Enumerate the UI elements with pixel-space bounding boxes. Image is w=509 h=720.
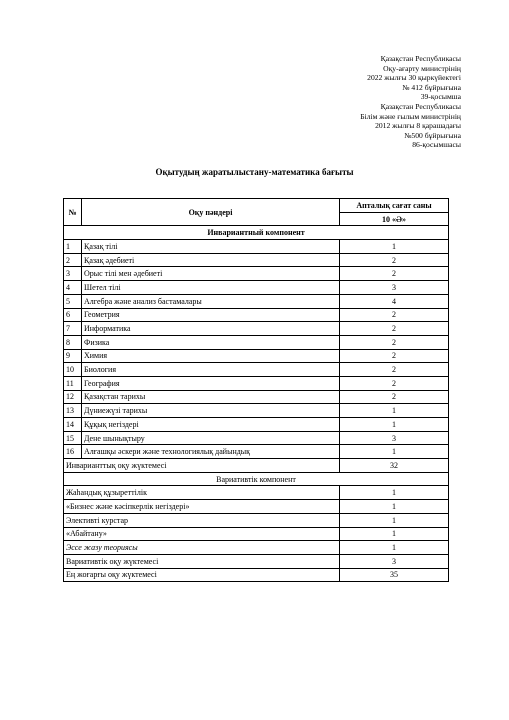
subject-hours: 2 [340, 335, 449, 349]
column-header-number: № [64, 199, 82, 226]
max-total-row [64, 568, 449, 582]
subject-hours: 2 [340, 322, 449, 336]
subject-hours: 1 [340, 418, 449, 432]
subject-hours: 2 [340, 308, 449, 322]
subject-name: Шетел тілі [82, 281, 340, 295]
subject-name: Қазақ әдебиеті [82, 253, 340, 267]
invariant-total-row [64, 459, 449, 473]
subject-name: Орыс тілі мен әдебиеті [82, 267, 340, 281]
table-row [64, 500, 449, 514]
essay-theory-label: Эссе жазу теориясы [64, 541, 340, 555]
row-number: 5 [64, 294, 82, 308]
row-number: 14 [64, 418, 82, 432]
header-line: № 412 бұйрығына [402, 82, 461, 92]
subject-hours: 2 [340, 349, 449, 363]
column-header-weekly-hours: Апталық сағат саны [340, 199, 449, 213]
row-number: 8 [64, 335, 82, 349]
section-row [64, 226, 449, 240]
row-number: 15 [64, 431, 82, 445]
row-number: 10 [64, 363, 82, 377]
table-row [64, 513, 449, 527]
table-row [64, 376, 449, 390]
subject-hours: 2 [340, 363, 449, 377]
row-number: 9 [64, 349, 82, 363]
subject-name: Дүниежүзі тарихы [82, 404, 340, 418]
subject-name: Геометрия [82, 308, 340, 322]
section-row [64, 472, 449, 486]
table-row [64, 308, 449, 322]
row-number: 1 [64, 240, 82, 254]
row-number: 6 [64, 308, 82, 322]
table-row [64, 335, 449, 349]
header-line: 2012 жылғы 8 қарашадағы [375, 121, 461, 131]
section-invariant: Инвариантный компонент [64, 226, 449, 240]
electives-value: 1 [340, 513, 449, 527]
header-line: №500 бұйрығына [404, 130, 461, 140]
subject-name: Биология [82, 363, 340, 377]
subject-hours: 2 [340, 390, 449, 404]
row-number: 2 [64, 253, 82, 267]
row-number: 12 [64, 390, 82, 404]
row-number: 7 [64, 322, 82, 336]
subject-hours: 1 [340, 240, 449, 254]
document-title: Оқытудың жаратылыстану-математика бағыты [155, 167, 354, 177]
header-line: Қазақстан Республикасы [380, 101, 461, 111]
max-total-value: 35 [340, 568, 449, 582]
subject-hours: 3 [340, 281, 449, 295]
invariant-total-value: 32 [340, 459, 449, 473]
table-row [64, 253, 449, 267]
subject-hours: 3 [340, 431, 449, 445]
table-row [64, 486, 449, 500]
max-total-label: Ең жоғарғы оқу жүктемесі [64, 568, 340, 582]
abaitanu-label: «Абайтану» [64, 527, 340, 541]
table-row [64, 390, 449, 404]
header-line: 2022 жылғы 30 қыркүйектегі [367, 73, 461, 83]
header-line: 86-қосымшасы [412, 140, 461, 150]
table-row [64, 527, 449, 541]
subject-hours: 2 [340, 267, 449, 281]
global-competence-value: 1 [340, 486, 449, 500]
subject-name: Информатика [82, 322, 340, 336]
abaitanu-value: 1 [340, 527, 449, 541]
table-row [64, 541, 449, 555]
subject-hours: 4 [340, 294, 449, 308]
column-header-grade: 10 «Ә» [340, 212, 449, 226]
business-course-label: «Бизнес және кәсіпкерлік негіздері» [64, 500, 340, 514]
subject-name: Алгебра және анализ бастамалары [82, 294, 340, 308]
row-number: 11 [64, 376, 82, 390]
subject-hours: 2 [340, 253, 449, 267]
section-variative: Вариативтік компонент [64, 472, 449, 486]
header-line: Білім және ғылым министрінің [360, 111, 461, 121]
order-appendix-header [201, 54, 461, 150]
row-number: 3 [64, 267, 82, 281]
invariant-total-label: Инварианттық оқу жүктемесі [64, 459, 340, 473]
essay-theory-value: 1 [340, 541, 449, 555]
subject-name: Қазақстан тарихы [82, 390, 340, 404]
subject-name: Алғашқы әскери және технологиялық дайындық [82, 445, 340, 459]
curriculum-table [63, 198, 449, 582]
header-line: Қазақстан Республикасы [380, 54, 461, 63]
row-number: 16 [64, 445, 82, 459]
table-row [64, 418, 449, 432]
business-course-value: 1 [340, 500, 449, 514]
subject-hours: 1 [340, 445, 449, 459]
table-row [64, 267, 449, 281]
subject-name: Химия [82, 349, 340, 363]
table-row [64, 281, 449, 295]
subject-name: Қазақ тілі [82, 240, 340, 254]
subject-hours: 2 [340, 376, 449, 390]
column-header-subjects: Оқу пәндері [82, 199, 340, 226]
table-row [64, 349, 449, 363]
electives-label: Элективті курстар [64, 513, 340, 527]
table-row [64, 240, 449, 254]
table-row [64, 404, 449, 418]
subject-hours: 1 [340, 404, 449, 418]
subject-name: География [82, 376, 340, 390]
table-row [64, 322, 449, 336]
table-row [64, 445, 449, 459]
header-line: Оқу-ағарту министрінің [383, 63, 461, 73]
row-number: 13 [64, 404, 82, 418]
row-number: 4 [64, 281, 82, 295]
subject-name: Дене шынықтыру [82, 431, 340, 445]
variative-total-value: 3 [340, 554, 449, 568]
variative-total-label: Вариативтік оқу жүктемесі [64, 554, 340, 568]
subject-name: Физика [82, 335, 340, 349]
header-line: 39-қосымша [420, 92, 461, 102]
subject-name: Құқық негіздері [82, 418, 340, 432]
table-row [64, 363, 449, 377]
global-competence-label: Жаһандық құзыреттілік [64, 486, 340, 500]
table-row [64, 294, 449, 308]
variative-total-row [64, 554, 449, 568]
table-row [64, 431, 449, 445]
table-header-row [64, 199, 449, 213]
